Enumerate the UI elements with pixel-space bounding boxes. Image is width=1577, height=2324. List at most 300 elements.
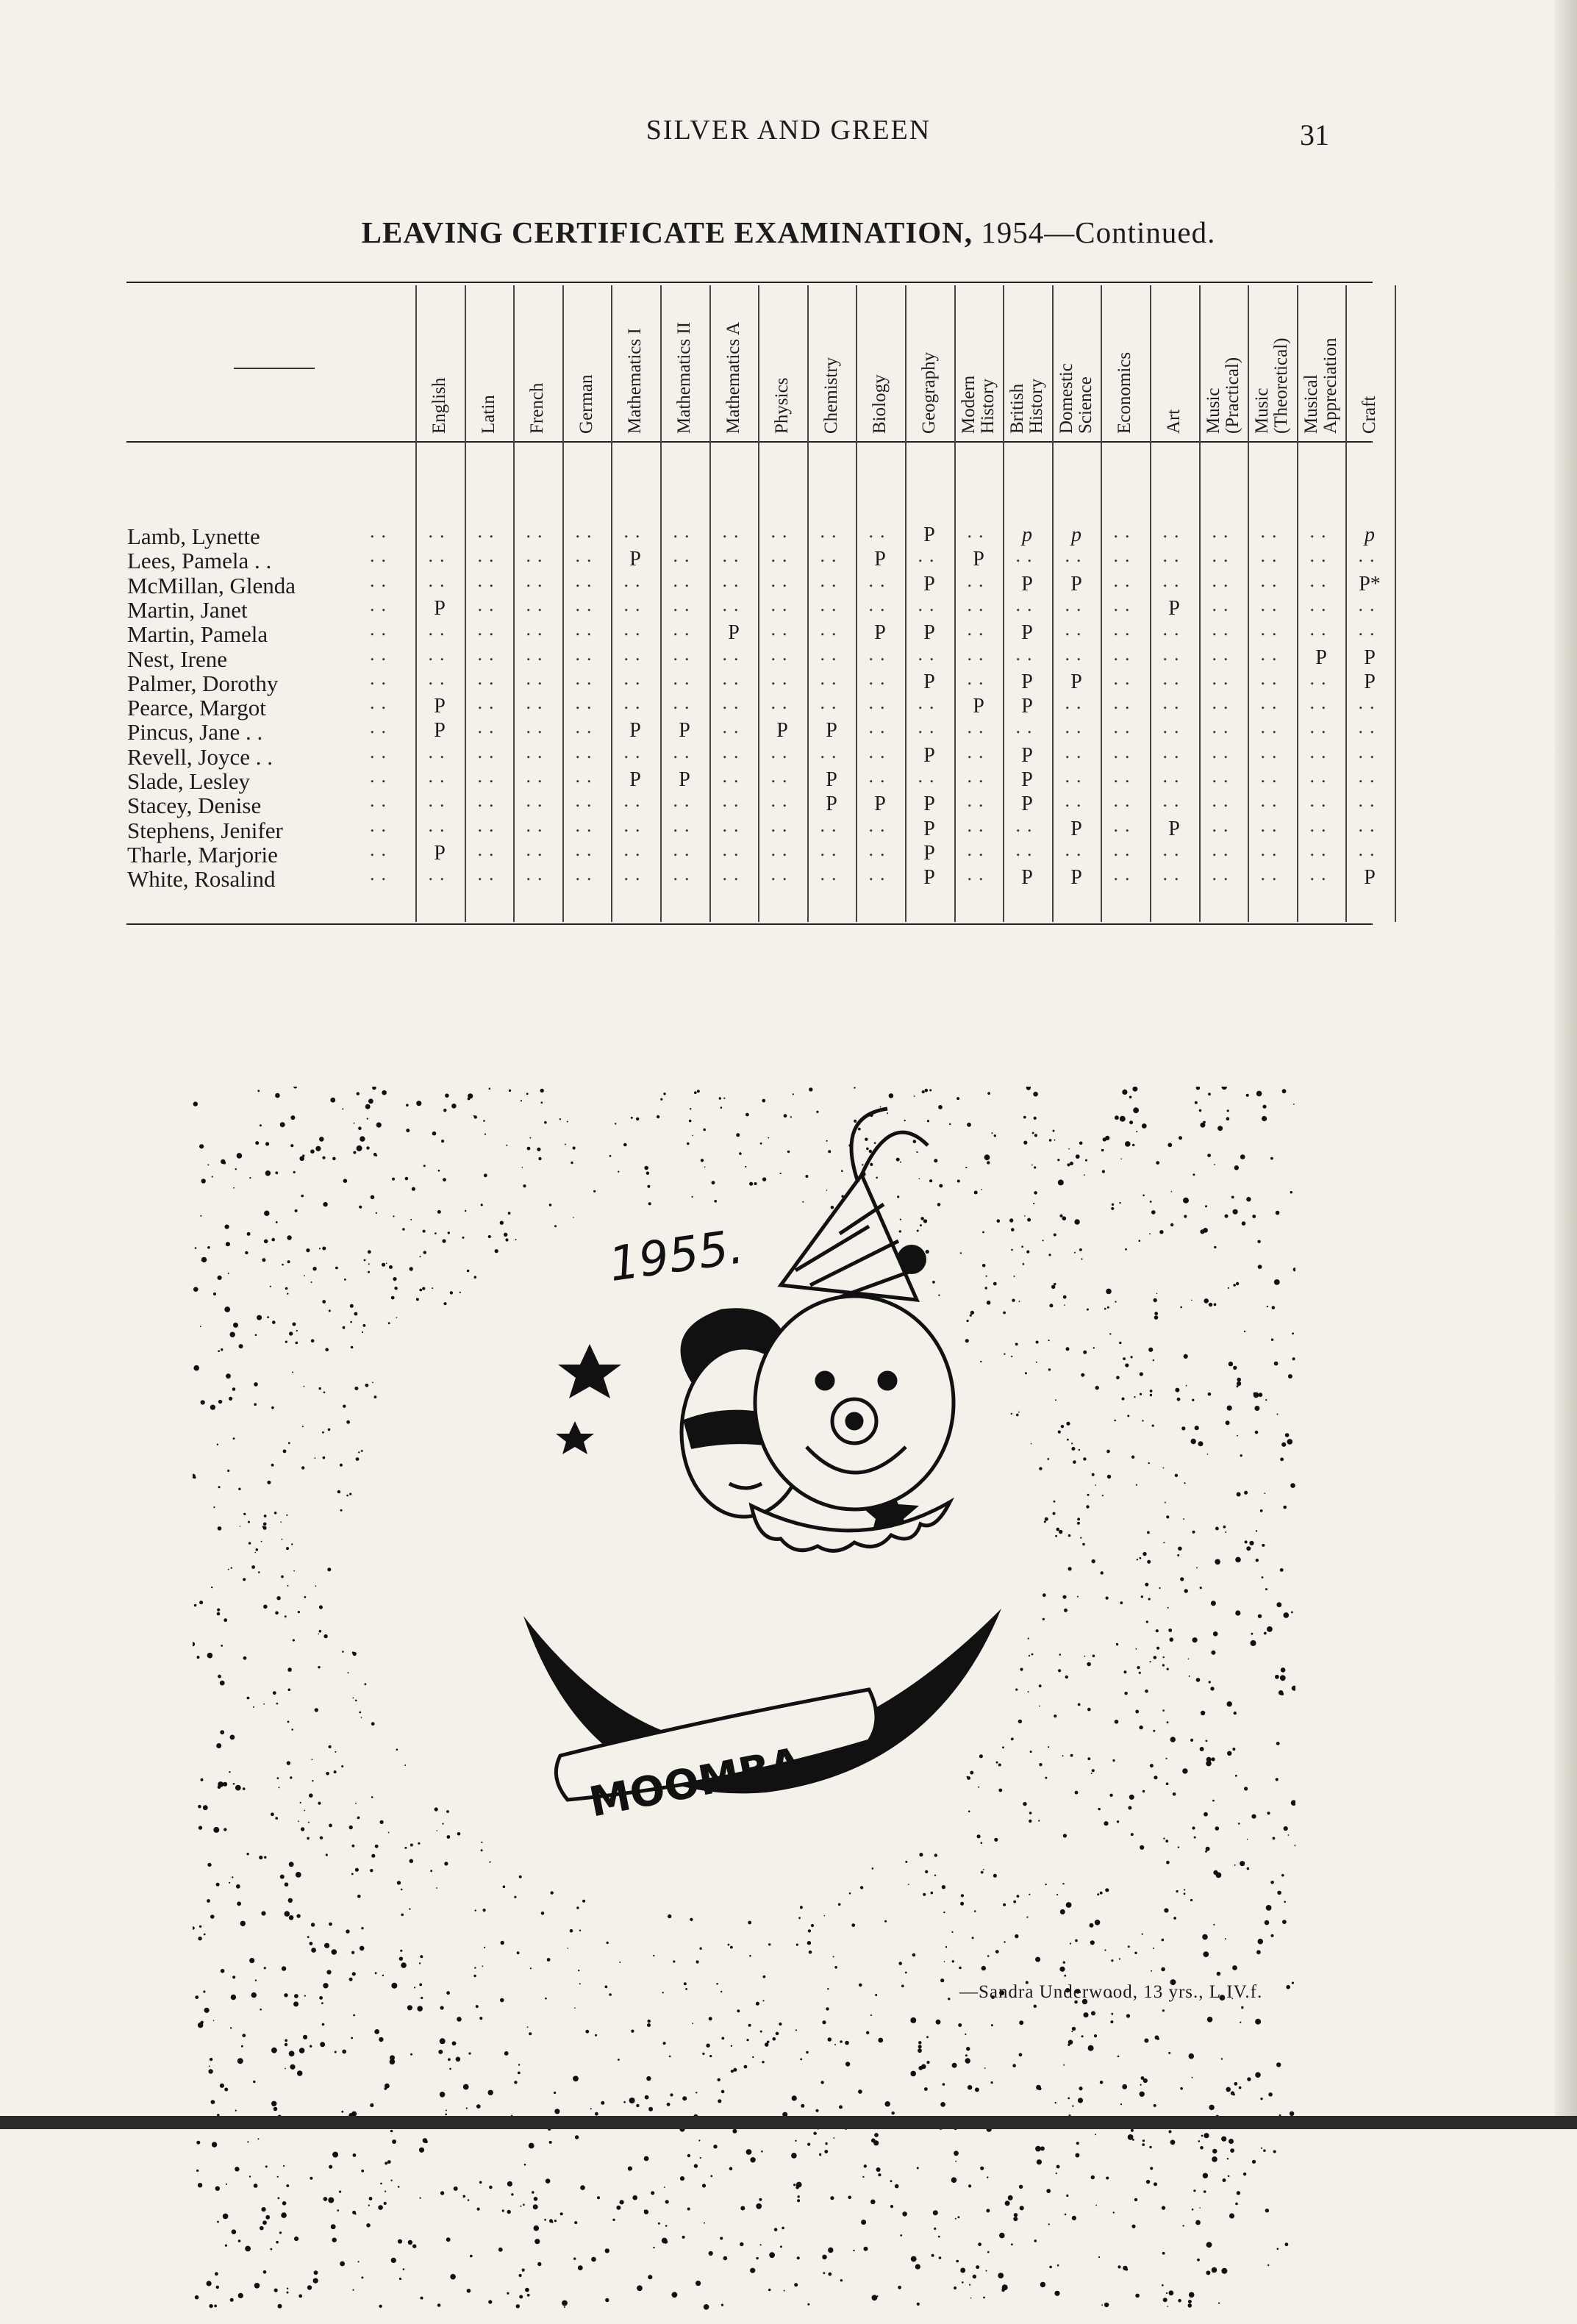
result-mark: P — [434, 719, 446, 742]
ink-speck — [546, 2178, 551, 2184]
subject-header-line: Music — [1204, 387, 1223, 434]
empty-cell-dots: .. — [770, 839, 794, 860]
ink-speck — [220, 1681, 225, 1686]
ink-speck — [1199, 2207, 1201, 2209]
ink-speck — [1036, 1341, 1039, 1344]
result-mark: P — [1070, 818, 1082, 840]
ink-speck — [343, 1326, 346, 1329]
ink-speck — [866, 2031, 869, 2034]
ink-speck — [982, 1231, 984, 1234]
ink-speck — [1258, 1615, 1262, 1618]
ink-speck — [797, 2199, 800, 2202]
ink-speck — [1270, 1881, 1274, 1884]
ink-speck — [375, 1845, 379, 1848]
ink-speck — [468, 1098, 471, 1101]
ink-speck — [1226, 1117, 1230, 1120]
ink-speck — [623, 1143, 627, 1147]
empty-cell-dots: .. — [1162, 716, 1186, 737]
ink-speck — [301, 1827, 304, 1831]
empty-cell-dots: .. — [526, 716, 549, 737]
ink-speck — [438, 2050, 443, 2054]
ink-speck — [282, 2201, 287, 2206]
empty-cell-dots: .. — [673, 839, 696, 860]
ink-speck — [647, 1185, 650, 1188]
ink-speck — [406, 1129, 410, 1132]
ink-speck — [489, 1087, 491, 1090]
empty-cell-dots: .. — [722, 863, 745, 884]
ink-speck — [251, 1992, 257, 1998]
ink-speck — [1072, 2216, 1076, 2220]
ink-speck — [224, 1306, 230, 1312]
ink-speck — [1237, 1435, 1238, 1437]
ink-speck — [1169, 2130, 1172, 2133]
ink-speck — [1071, 1447, 1075, 1451]
empty-cell-dots: .. — [1212, 570, 1235, 591]
leader-dots: .. — [370, 545, 393, 566]
ink-speck — [1057, 2264, 1059, 2267]
ink-speck — [410, 2053, 412, 2056]
subject-header-line: Economics — [1115, 351, 1134, 434]
ink-speck — [1194, 1837, 1196, 1839]
ink-speck — [1136, 1131, 1137, 1132]
ink-speck — [870, 2014, 872, 2016]
ink-speck — [870, 1163, 873, 1166]
ink-speck — [918, 2045, 922, 2048]
empty-cell-dots: .. — [477, 692, 501, 713]
ink-speck — [968, 1811, 970, 1813]
ink-speck — [875, 1994, 877, 1996]
ink-speck — [355, 1868, 359, 1872]
ink-speck — [1254, 1392, 1256, 1395]
ink-speck — [318, 1802, 321, 1805]
ink-speck — [830, 2196, 834, 2200]
ink-speck — [568, 1948, 569, 1949]
ink-speck — [699, 1948, 701, 1950]
ink-speck — [1055, 2102, 1056, 2103]
ink-speck — [729, 2167, 733, 2170]
ink-speck — [549, 1204, 552, 1206]
ink-speck — [1167, 1668, 1169, 1670]
ink-speck — [1280, 1458, 1284, 1462]
ink-speck — [1141, 2076, 1145, 2080]
ink-speck — [559, 1118, 561, 1120]
ink-speck — [760, 1143, 762, 1145]
student-name: Pearce, Margot — [127, 695, 266, 721]
ink-speck — [1251, 1814, 1256, 1819]
ink-speck — [1077, 1522, 1080, 1525]
ink-speck — [1200, 1587, 1202, 1589]
ink-speck — [201, 1400, 205, 1404]
ink-speck — [1011, 1249, 1013, 1251]
ink-speck — [1140, 2084, 1142, 2086]
ink-speck — [396, 1317, 398, 1318]
result-mark: p — [1022, 523, 1032, 546]
ink-speck — [432, 1131, 437, 1136]
ink-speck — [368, 1098, 373, 1104]
subject-header — [959, 376, 998, 434]
ink-speck — [1200, 2146, 1204, 2150]
ink-speck — [271, 1238, 275, 1242]
ink-speck — [1106, 2177, 1109, 2180]
ink-speck — [1054, 1140, 1056, 1141]
ink-speck — [302, 1154, 304, 1156]
empty-cell-dots: .. — [1065, 545, 1088, 566]
ink-speck — [1284, 1901, 1286, 1903]
ink-speck — [793, 1093, 794, 1095]
ink-speck — [1203, 2173, 1208, 2178]
ink-speck — [390, 2180, 392, 2181]
ink-speck — [1136, 1484, 1137, 1486]
ink-speck — [648, 2275, 652, 2279]
empty-cell-dots: .. — [1212, 521, 1235, 542]
empty-cell-dots: .. — [1162, 643, 1186, 665]
ink-speck — [1048, 1746, 1049, 1748]
ink-speck — [900, 2234, 902, 2237]
ink-speck — [648, 2107, 653, 2112]
ink-speck — [519, 2274, 522, 2277]
ink-speck — [1039, 1763, 1042, 1766]
result-mark: P — [923, 621, 935, 644]
ink-speck — [1093, 1347, 1095, 1348]
ink-speck — [917, 2167, 919, 2169]
ink-speck — [1202, 1934, 1208, 1940]
ink-speck — [825, 2142, 827, 2145]
empty-cell-dots: .. — [820, 618, 843, 640]
ink-speck — [760, 2244, 762, 2245]
ink-speck — [1020, 1668, 1023, 1671]
ink-speck — [1237, 1381, 1241, 1386]
ink-speck — [1258, 1265, 1262, 1269]
ink-speck — [965, 1167, 967, 1168]
ink-speck — [858, 1128, 861, 1131]
result-mark: P — [1070, 573, 1082, 596]
ink-speck — [1195, 2220, 1201, 2225]
result-mark: P — [923, 523, 935, 546]
ink-speck — [375, 1972, 377, 1974]
ink-speck — [1048, 2223, 1050, 2225]
subject-header-line: Geography — [919, 351, 939, 434]
ink-speck — [762, 1099, 765, 1103]
ink-speck — [388, 1322, 390, 1324]
ink-speck — [1162, 2206, 1165, 2209]
student-name: Palmer, Dorothy — [127, 671, 279, 696]
ink-speck — [350, 1321, 352, 1323]
ink-speck — [1212, 1757, 1215, 1761]
empty-cell-dots: .. — [673, 668, 696, 689]
ink-speck — [218, 1350, 220, 1352]
ink-speck — [1192, 1637, 1198, 1642]
ink-speck — [1011, 1228, 1015, 1231]
empty-cell-dots: .. — [1015, 594, 1039, 615]
ink-speck — [335, 1267, 338, 1270]
ink-speck — [285, 2068, 286, 2070]
empty-cell-dots: .. — [868, 863, 892, 884]
ink-speck — [904, 1120, 906, 1121]
empty-cell-dots: .. — [722, 815, 745, 836]
ink-speck — [293, 1323, 296, 1326]
ink-speck — [217, 2221, 219, 2223]
ink-speck — [615, 1123, 616, 1124]
column-divider — [1248, 285, 1249, 922]
ink-speck — [463, 2084, 469, 2090]
empty-cell-dots: .. — [526, 545, 549, 566]
ink-speck — [668, 1914, 671, 1918]
ink-speck — [238, 2239, 241, 2242]
ink-speck — [954, 2150, 959, 2156]
ink-speck — [981, 1871, 984, 1874]
ink-speck — [1240, 1454, 1242, 1456]
ink-speck — [193, 1926, 195, 1929]
ink-speck — [1207, 1454, 1209, 1455]
ink-speck — [242, 2034, 246, 2037]
ink-speck — [560, 2212, 563, 2215]
ink-speck — [1063, 1295, 1067, 1299]
ink-speck — [862, 2176, 864, 2178]
ink-speck — [1004, 1941, 1005, 1942]
ink-speck — [997, 1219, 1001, 1223]
ink-speck — [706, 2044, 709, 2048]
empty-cell-dots: .. — [1113, 668, 1137, 689]
ink-speck — [1229, 2139, 1234, 2144]
ink-speck — [233, 1323, 238, 1328]
student-name: Tharle, Marjorie — [127, 842, 278, 868]
ink-speck — [987, 1955, 990, 1957]
ink-speck — [1104, 2303, 1109, 2307]
ink-speck — [1087, 1309, 1089, 1311]
ink-speck — [418, 1842, 420, 1845]
ink-speck — [243, 1787, 246, 1790]
ink-speck — [488, 2090, 493, 2095]
ink-speck — [858, 2089, 862, 2094]
ink-speck — [1040, 2282, 1045, 2287]
ink-speck — [908, 1884, 909, 1885]
empty-cell-dots: .. — [477, 545, 501, 566]
ink-speck — [800, 1906, 803, 1909]
empty-cell-dots: .. — [1260, 839, 1284, 860]
ink-speck — [1124, 1692, 1127, 1695]
ink-speck — [432, 1287, 433, 1289]
subject-header-line: Music — [1252, 387, 1272, 434]
ink-speck — [845, 2041, 849, 2045]
ink-speck — [1168, 1628, 1172, 1632]
result-mark: P — [1168, 818, 1180, 840]
ink-speck — [1227, 1406, 1232, 1411]
ink-speck — [533, 2204, 538, 2209]
ink-speck — [285, 1287, 288, 1290]
ink-speck — [1120, 2103, 1122, 2105]
ink-speck — [664, 2240, 668, 2244]
empty-cell-dots: .. — [673, 790, 696, 811]
ink-speck — [207, 1246, 210, 1249]
ink-speck — [1188, 2303, 1192, 2308]
ink-speck — [957, 1180, 960, 1183]
ink-speck — [1134, 1396, 1135, 1398]
ink-speck — [1182, 2225, 1184, 2226]
ink-speck — [1015, 1934, 1018, 1938]
ink-speck — [665, 2200, 669, 2203]
ink-speck — [327, 1567, 331, 1571]
ink-speck — [466, 2107, 468, 2109]
ink-speck — [819, 2153, 821, 2156]
ink-speck — [474, 1276, 477, 1279]
subject-header — [724, 322, 743, 434]
ink-speck — [247, 1232, 251, 1236]
ink-speck — [409, 1908, 410, 1909]
ink-speck — [1063, 2064, 1065, 2066]
empty-cell-dots: .. — [623, 863, 647, 884]
ink-speck — [1066, 1902, 1072, 1908]
ink-speck — [1256, 1530, 1257, 1531]
ink-speck — [1265, 1920, 1270, 1926]
ink-speck — [1044, 1520, 1046, 1523]
ink-speck — [217, 1444, 218, 1445]
ink-speck — [1234, 1712, 1237, 1715]
ink-speck — [616, 2206, 621, 2210]
ink-speck — [1274, 1362, 1279, 1366]
ink-speck — [959, 1967, 962, 1970]
ink-speck — [987, 2176, 988, 2178]
ink-speck — [198, 1805, 201, 1809]
ink-speck — [965, 2054, 968, 2056]
ink-speck — [449, 2068, 451, 2070]
ink-speck — [343, 1179, 348, 1183]
empty-cell-dots: .. — [1260, 765, 1284, 787]
ink-speck — [1192, 1531, 1195, 1534]
ink-speck — [900, 1219, 901, 1220]
ink-speck — [209, 2304, 212, 2308]
ink-speck — [1118, 2056, 1120, 2058]
ink-speck — [651, 2191, 654, 2195]
result-mark: P — [874, 793, 886, 815]
ink-speck — [1273, 2150, 1276, 2153]
ink-speck — [225, 2245, 227, 2247]
ink-speck — [816, 1111, 818, 1113]
ink-speck — [285, 1882, 289, 1887]
ink-speck — [943, 2083, 945, 2086]
ink-speck — [1049, 1139, 1052, 1142]
ink-speck — [1140, 1845, 1144, 1850]
ink-speck — [605, 2248, 609, 2253]
ink-speck — [968, 2184, 971, 2187]
result-mark: P — [1021, 621, 1033, 644]
ink-speck — [248, 1521, 250, 1523]
ink-speck — [358, 1451, 360, 1453]
ink-speck — [1142, 1552, 1146, 1556]
ink-speck — [619, 1962, 621, 1963]
ink-speck — [1165, 1839, 1168, 1842]
ink-speck — [1178, 2299, 1181, 2303]
ink-speck — [302, 1426, 304, 1427]
ink-speck — [760, 2031, 762, 2033]
ink-speck — [392, 1178, 395, 1181]
ink-speck — [1142, 1934, 1143, 1935]
ink-speck — [340, 1464, 343, 1467]
ink-speck — [1067, 1439, 1069, 1441]
ink-speck — [1251, 1640, 1256, 1646]
ink-speck — [1072, 2105, 1073, 2106]
ink-speck — [684, 1982, 687, 1985]
ink-speck — [208, 2069, 212, 2073]
result-mark: P — [826, 793, 837, 815]
ink-speck — [1119, 1202, 1120, 1204]
ink-speck — [304, 1596, 307, 1598]
ink-speck — [329, 1923, 332, 1926]
empty-cell-dots: .. — [1309, 741, 1333, 762]
ink-speck — [792, 2095, 797, 2100]
empty-cell-dots: .. — [1309, 839, 1333, 860]
ink-speck — [382, 1090, 387, 1095]
ink-speck — [872, 2295, 878, 2300]
ink-speck — [748, 2024, 751, 2027]
ink-speck — [1107, 1475, 1111, 1479]
ink-speck — [1061, 1425, 1064, 1428]
ink-speck — [958, 2023, 962, 2027]
subject-header-line: (Practical) — [1223, 357, 1242, 434]
ink-speck — [1190, 1739, 1193, 1742]
ink-speck — [1021, 1245, 1023, 1248]
ink-speck — [773, 2037, 776, 2041]
ink-speck — [362, 1331, 363, 1333]
ink-speck — [1237, 2191, 1240, 2195]
ink-speck — [299, 2048, 305, 2053]
ink-speck — [319, 1605, 323, 1609]
ink-speck — [845, 2062, 850, 2066]
result-mark: P* — [1359, 573, 1381, 596]
ink-speck — [360, 1946, 365, 1951]
ink-speck — [226, 2184, 227, 2185]
ink-speck — [337, 2209, 340, 2212]
ink-speck — [293, 1639, 295, 1641]
ink-speck — [574, 2007, 576, 2009]
ink-speck — [1169, 2290, 1174, 2295]
ink-speck — [938, 1295, 940, 1296]
ink-speck — [340, 2262, 345, 2267]
ink-speck — [567, 1121, 568, 1123]
ink-speck — [1122, 1398, 1125, 1401]
ink-speck — [562, 2300, 568, 2306]
ink-speck — [1079, 1449, 1080, 1451]
ink-speck — [312, 1267, 316, 1270]
ink-speck — [265, 1170, 271, 1176]
ink-speck — [890, 2205, 893, 2208]
ink-speck — [1016, 1414, 1019, 1417]
ink-speck — [352, 1845, 355, 1848]
ink-speck — [390, 2055, 395, 2060]
ink-speck — [939, 2256, 942, 2259]
ink-speck — [523, 2203, 525, 2206]
ink-speck — [504, 1233, 507, 1237]
empty-cell-dots: .. — [770, 594, 794, 615]
ink-speck — [917, 1230, 919, 1232]
ink-speck — [1195, 1101, 1198, 1104]
ink-speck — [467, 2289, 471, 2293]
ink-speck — [1087, 1662, 1091, 1667]
empty-cell-dots: .. — [1358, 815, 1381, 836]
ink-speck — [1233, 1366, 1237, 1370]
empty-cell-dots: .. — [1162, 790, 1186, 811]
empty-cell-dots: .. — [477, 839, 501, 860]
ink-speck — [257, 1315, 262, 1320]
ink-speck — [258, 1571, 260, 1573]
ink-speck — [866, 1148, 869, 1151]
ink-speck — [207, 1164, 209, 1165]
ink-speck — [361, 1450, 363, 1452]
empty-cell-dots: .. — [623, 815, 647, 836]
empty-cell-dots: .. — [526, 643, 549, 665]
ink-speck — [481, 1204, 483, 1206]
ink-speck — [826, 2007, 829, 2010]
ink-speck — [1090, 1923, 1094, 1928]
